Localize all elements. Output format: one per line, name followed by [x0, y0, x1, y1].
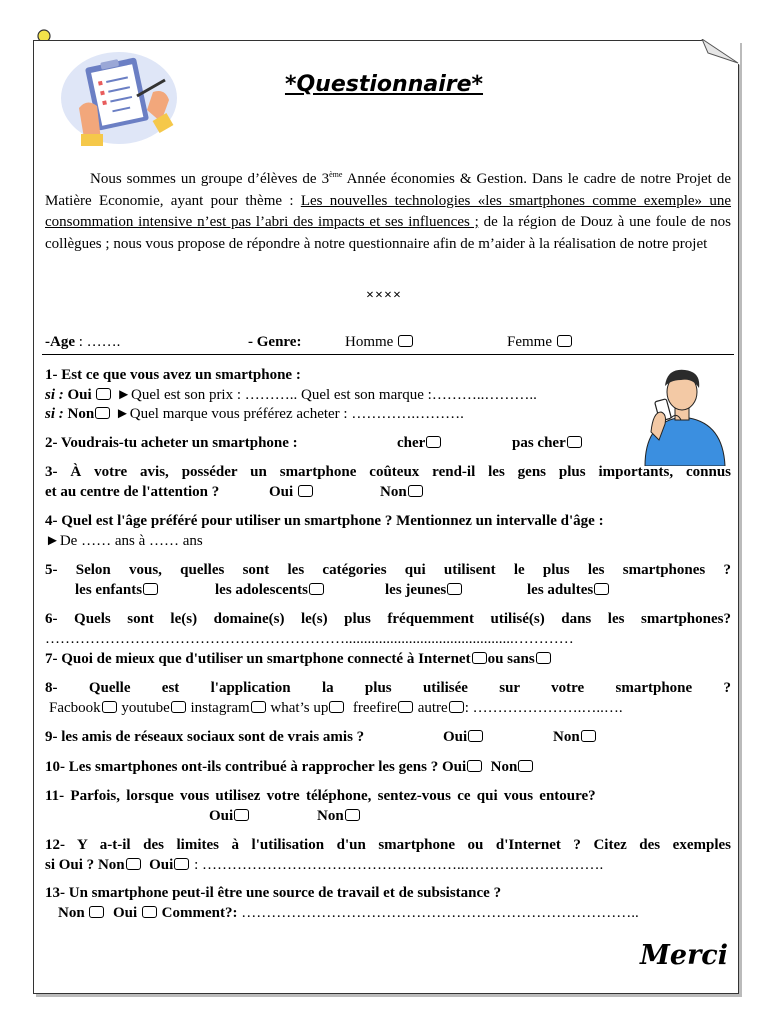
- q3-text: 3- À votre avis, posséder un smartphone coûteux rend-il les gens plus importants, connus: [45, 464, 731, 480]
- q12-non-label: Non: [97, 856, 125, 873]
- q5-adolescents-checkbox[interactable]: [309, 583, 324, 595]
- q13-non-checkbox[interactable]: [89, 906, 104, 918]
- separator: ××××: [366, 288, 402, 303]
- q8-dots: : ………………….…..….: [464, 699, 623, 716]
- q1-oui-checkbox[interactable]: [96, 388, 111, 400]
- q13-oui-label: Oui: [112, 904, 138, 921]
- q8-facebook-checkbox[interactable]: [102, 701, 117, 713]
- q13-comment-label: Comment?:: [161, 904, 238, 921]
- question-2: [45, 434, 731, 454]
- q1-text: 1- Est ce que vous avez un smartphone :: [45, 367, 301, 383]
- q1-non-checkbox[interactable]: [95, 407, 110, 419]
- profile-row: [45, 334, 731, 351]
- q10-oui-checkbox[interactable]: [467, 760, 482, 772]
- q3-oui-label: Oui: [269, 483, 294, 500]
- q13-dots: ……………………………………………………………………..: [237, 904, 639, 921]
- homme-label: Homme: [345, 334, 394, 350]
- q9-text: 9- les amis de réseaux sociaux sont de vrais amis ?: [45, 729, 365, 745]
- q1-oui-label: Oui: [63, 386, 92, 403]
- q1-non-follow: ►Quel marque vous préférez acheter : ………….……….: [114, 406, 464, 422]
- q8-whatsup-label: what’s up: [270, 699, 329, 716]
- q10-oui-label: Oui: [441, 759, 467, 775]
- q12-text: 12- Y a-t-il des limites à l'utilisation d'un smartphone ou d'Internet ? Citez des exemples: [45, 837, 731, 853]
- divider: [42, 354, 734, 355]
- q3-oui-checkbox[interactable]: [298, 485, 313, 497]
- q7-sans-checkbox[interactable]: [536, 652, 551, 664]
- q8-youtube-label: youtube: [121, 699, 170, 716]
- q12-text-2: si Oui ?: [45, 856, 95, 873]
- question-13: [45, 884, 731, 923]
- q3-text-2: et au centre de l'attention ?: [45, 483, 220, 500]
- question-5: [45, 561, 731, 601]
- q5-jeunes-label: les jeunes: [385, 581, 447, 598]
- q12-oui-checkbox[interactable]: [174, 858, 189, 870]
- q5-adultes-label: les adultes: [527, 581, 594, 598]
- q5-enfants-checkbox[interactable]: [143, 583, 158, 595]
- intro-text-3: de la région de Douz à une foule de nos collègues ; nous vous propose de répondre à notre questionnaire afin de m’aider à la réalisation de notre projet: [45, 214, 731, 252]
- question-3: [45, 463, 731, 502]
- intro-theme: Les nouvelles technologies «les smartphones comme exemple» une consommation intensive n’est pas l’abri des impacts et ses influences ;: [45, 192, 732, 230]
- q5-text: 5- Selon vous, quelles sont les catégories qui utilisent le plus les smartphones ?: [45, 562, 731, 578]
- q11-non-label: Non: [317, 807, 344, 824]
- question-12: [45, 836, 731, 875]
- question-6: [45, 610, 731, 649]
- q11-oui-label: Oui: [209, 807, 234, 824]
- question-10: [45, 758, 731, 778]
- intro-text-2: Année économies & Gestion. Dans le cadre de notre Projet de Matière Economie, ayant pour thème :: [45, 171, 731, 209]
- q6-text: 6- Quels sont le(s) domaine(s) le(s) plus fréquemment utilisé(s) dans les smartphones?: [45, 611, 731, 627]
- q4-answer: ►De …… ans à …… ans: [45, 532, 203, 549]
- q8-freefire-label: freefire: [352, 699, 397, 716]
- q9-oui-label: Oui: [443, 729, 468, 745]
- clipboard-checklist-illustration: [57, 48, 177, 148]
- q7-connecte-checkbox[interactable]: [472, 652, 487, 664]
- q11-non-checkbox[interactable]: [345, 809, 360, 821]
- q1-oui-follow: ►Quel est son prix : ……….. Quel est son marque :………..………..: [116, 386, 537, 403]
- intro-paragraph: [45, 164, 731, 255]
- q8-instagram-checkbox[interactable]: [251, 701, 266, 713]
- q10-non-label: Non: [490, 759, 518, 775]
- question-1: [45, 366, 731, 425]
- q7-text: 7- Quoi de mieux que d'utiliser un smartphone connecté à Internet: [45, 651, 471, 667]
- q13-text: 13- Un smartphone peut-il être une source de travail et de subsistance ?: [45, 885, 502, 901]
- q2-text: 2- Voudrais-tu acheter un smartphone :: [45, 435, 298, 451]
- q8-autre-label: autre: [417, 699, 448, 716]
- q9-non-checkbox[interactable]: [581, 730, 596, 742]
- page-title: *Questionnaire*: [284, 72, 484, 97]
- question-4: [45, 512, 731, 551]
- q2-pascher-checkbox[interactable]: [567, 436, 582, 448]
- page-curl-icon: [700, 39, 740, 65]
- q8-freefire-checkbox[interactable]: [398, 701, 413, 713]
- q12-non-checkbox[interactable]: [126, 858, 141, 870]
- q4-text: 4- Quel est l'âge préféré pour utiliser un smartphone ? Mentionnez un intervalle d'âge :: [45, 513, 604, 529]
- q3-non-checkbox[interactable]: [408, 485, 423, 497]
- q10-non-checkbox[interactable]: [518, 760, 533, 772]
- q8-youtube-checkbox[interactable]: [171, 701, 186, 713]
- q6-dots: …………………………………………………….............................................…………: [45, 630, 574, 647]
- q2-cher-checkbox[interactable]: [426, 436, 441, 448]
- q10-text: 10- Les smartphones ont-ils contribué à rapprocher les gens ?: [45, 759, 439, 775]
- q13-non-label: Non: [58, 904, 85, 921]
- q3-non-label: Non: [380, 483, 407, 500]
- q1-non-label: Non: [63, 406, 95, 422]
- q1-si-label: si :: [45, 386, 64, 403]
- age-value: : …….: [75, 334, 121, 350]
- q12-dots: : ……………………………………………..……………………….: [194, 856, 604, 873]
- q12-oui-label: Oui: [149, 856, 174, 873]
- question-8: [45, 679, 731, 718]
- q8-whatsup-checkbox[interactable]: [329, 701, 344, 713]
- q5-adultes-checkbox[interactable]: [594, 583, 609, 595]
- q5-jeunes-checkbox[interactable]: [447, 583, 462, 595]
- q8-instagram-label: instagram: [190, 699, 250, 716]
- q8-text: 8- Quelle est l'application la plus utilisée sur votre smartphone ?: [45, 680, 731, 696]
- genre-label: - Genre:: [248, 334, 302, 350]
- q8-autre-checkbox[interactable]: [449, 701, 464, 713]
- q9-non-label: Non: [553, 729, 580, 745]
- q2-cher-label: cher: [397, 435, 426, 451]
- q5-adolescents-label: les adolescents: [215, 581, 308, 598]
- question-11: [45, 787, 731, 827]
- q5-enfants-label: les enfants: [75, 581, 143, 598]
- femme-label: Femme: [507, 334, 552, 350]
- q7-text-2: ou sans: [487, 651, 535, 667]
- intro-sup: ème: [329, 170, 343, 179]
- q9-oui-checkbox[interactable]: [468, 730, 483, 742]
- femme-checkbox[interactable]: [557, 335, 572, 347]
- q11-oui-checkbox[interactable]: [234, 809, 249, 821]
- age-label: -Age: [45, 334, 75, 350]
- q13-oui-checkbox[interactable]: [142, 906, 157, 918]
- q11-text: 11- Parfois, lorsque vous utilisez votre téléphone, sentez-vous ce qui vous entoure?: [45, 788, 596, 804]
- intro-text-1: Nous sommes un groupe d’élèves de 3: [90, 171, 330, 187]
- q1-si-label-2: si :: [45, 406, 64, 422]
- question-7: [45, 650, 731, 670]
- merci-signature: Merci: [640, 940, 728, 971]
- q8-facebook-label: Facbook: [49, 699, 101, 716]
- question-9: [45, 728, 731, 748]
- q2-pascher-label: pas cher: [512, 435, 566, 451]
- homme-checkbox[interactable]: [398, 335, 413, 347]
